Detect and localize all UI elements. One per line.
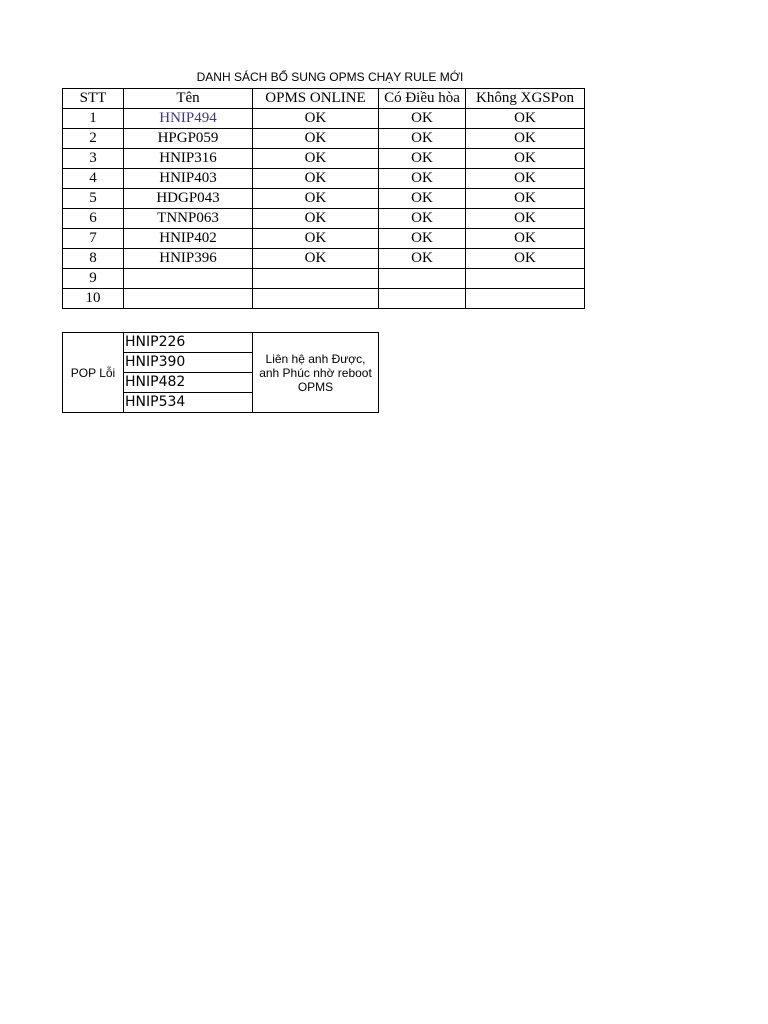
header-opms-online: OPMS ONLINE [253, 89, 379, 109]
cell-co-dieu-hoa: OK [379, 209, 466, 229]
table-row [63, 249, 585, 269]
cell-stt: 2 [63, 129, 124, 149]
cell-khong-xgspon: OK [466, 129, 585, 149]
cell-ten: HNIP403 [124, 169, 253, 189]
cell-stt: 5 [63, 189, 124, 209]
cell-opms-online: OK [253, 189, 379, 209]
pop-code: HNIP534 [124, 393, 253, 413]
document-title: DANH SÁCH BỔ SUNG OPMS CHẠY RULE MỚI [196, 70, 464, 84]
cell-opms-online: OK [253, 169, 379, 189]
pop-code: HNIP226 [124, 333, 253, 353]
header-co-dieu-hoa: Có Điều hòa [379, 89, 466, 109]
table-row [63, 129, 585, 149]
cell-khong-xgspon: OK [466, 109, 585, 129]
pop-code: HNIP390 [124, 353, 253, 373]
cell-co-dieu-hoa: OK [379, 189, 466, 209]
cell-stt: 8 [63, 249, 124, 269]
cell-co-dieu-hoa [379, 289, 466, 309]
cell-stt: 4 [63, 169, 124, 189]
table-row [63, 229, 585, 249]
pop-row [63, 333, 379, 353]
table-row [63, 209, 585, 229]
cell-co-dieu-hoa: OK [379, 149, 466, 169]
cell-ten [124, 289, 253, 309]
pop-error-label: POP Lỗi [63, 333, 124, 413]
cell-co-dieu-hoa: OK [379, 109, 466, 129]
cell-khong-xgspon [466, 289, 585, 309]
table-row [63, 289, 585, 309]
opms-rule-table [62, 88, 585, 309]
cell-stt: 3 [63, 149, 124, 169]
cell-opms-online: OK [253, 229, 379, 249]
cell-ten: HNIP316 [124, 149, 253, 169]
cell-opms-online: OK [253, 129, 379, 149]
cell-khong-xgspon: OK [466, 189, 585, 209]
cell-stt: 7 [63, 229, 124, 249]
table-row [63, 189, 585, 209]
header-khong-xgspon: Không XGSPon [466, 89, 585, 109]
cell-opms-online: OK [253, 209, 379, 229]
cell-opms-online [253, 289, 379, 309]
cell-opms-online: OK [253, 249, 379, 269]
cell-stt: 6 [63, 209, 124, 229]
cell-stt: 10 [63, 289, 124, 309]
pop-code: HNIP482 [124, 373, 253, 393]
cell-co-dieu-hoa: OK [379, 229, 466, 249]
cell-ten: HDGP043 [124, 189, 253, 209]
cell-ten: HNIP396 [124, 249, 253, 269]
cell-khong-xgspon: OK [466, 149, 585, 169]
cell-opms-online [253, 269, 379, 289]
cell-co-dieu-hoa: OK [379, 129, 466, 149]
cell-khong-xgspon: OK [466, 229, 585, 249]
cell-co-dieu-hoa: OK [379, 169, 466, 189]
table-row [63, 169, 585, 189]
cell-khong-xgspon [466, 269, 585, 289]
cell-ten: HNIP402 [124, 229, 253, 249]
header-ten: Tên [124, 89, 253, 109]
cell-opms-online: OK [253, 149, 379, 169]
cell-ten: HNIP494 [124, 109, 253, 129]
cell-stt: 1 [63, 109, 124, 129]
table-row [63, 149, 585, 169]
cell-khong-xgspon: OK [466, 169, 585, 189]
cell-co-dieu-hoa: OK [379, 249, 466, 269]
table-row [63, 269, 585, 289]
table-row [63, 109, 585, 129]
cell-khong-xgspon: OK [466, 249, 585, 269]
cell-stt: 9 [63, 269, 124, 289]
cell-ten: TNNP063 [124, 209, 253, 229]
pop-note: Liên hệ anh Được, anh Phúc nhờ reboot OPMS [253, 333, 379, 413]
cell-ten: HPGP059 [124, 129, 253, 149]
cell-khong-xgspon: OK [466, 209, 585, 229]
cell-opms-online: OK [253, 109, 379, 129]
cell-co-dieu-hoa [379, 269, 466, 289]
table-header-row [63, 89, 585, 109]
header-stt: STT [63, 89, 124, 109]
cell-ten [124, 269, 253, 289]
pop-error-table [62, 332, 379, 413]
